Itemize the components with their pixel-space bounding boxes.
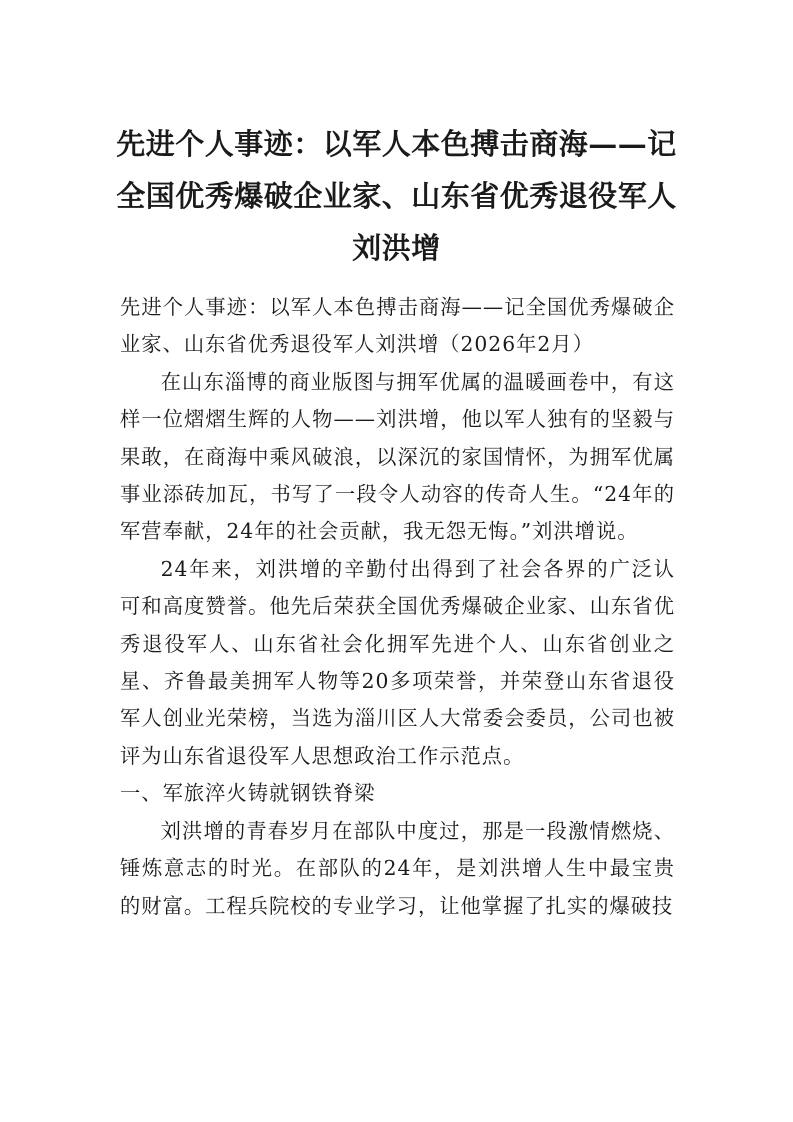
document-title: 先进个人事迹：以军人本色搏击商海——记全国优秀爆破企业家、山东省优秀退役军人刘洪增: [116, 127, 677, 265]
body-paragraph-1: 在山东淄博的商业版图与拥军优属的温暖画卷中，有这样一位熠熠生辉的人物——刘洪增，他以军人独有的坚毅与果敢，在商海中乘风破浪，以深沉的家国情怀，为拥军优属事业添砖加瓦，书写了一段令人动容的传奇人生。“24年的军营奉献，24年的社会贡献，我无怨无悔。”刘洪增说。: [120, 369, 675, 544]
document-subtitle: 先进个人事迹：以军人本色搏击商海——记全国优秀爆破企业家、山东省优秀退役军人刘洪增（2026年2月）: [120, 295, 675, 357]
section-heading: 一、军旅淬火铸就钢铁脊梁: [120, 781, 376, 806]
body-paragraph-2: 24年来，刘洪增的辛勤付出得到了社会各界的广泛认可和高度赞誉。他先后荣获全国优秀爆破企业家、山东省优秀退役军人、山东省社会化拥军先进个人、山东省创业之星、齐鲁最美拥军人物等20多项荣誉，并荣登山东省退役军人创业光荣榜，当选为淄川区人大常委会委员，公司也被评为山东省退役军人思想政治工作示范点。: [120, 556, 675, 768]
document-body: [120, 289, 675, 925]
section-paragraph: 刘洪增的青春岁月在部队中度过，那是一段激情燃烧、锤炼意志的时光。在部队的24年，是刘洪增人生中最宝贵的财富。工程兵院校的专业学习，让他掌握了扎实的爆破技: [120, 818, 675, 918]
